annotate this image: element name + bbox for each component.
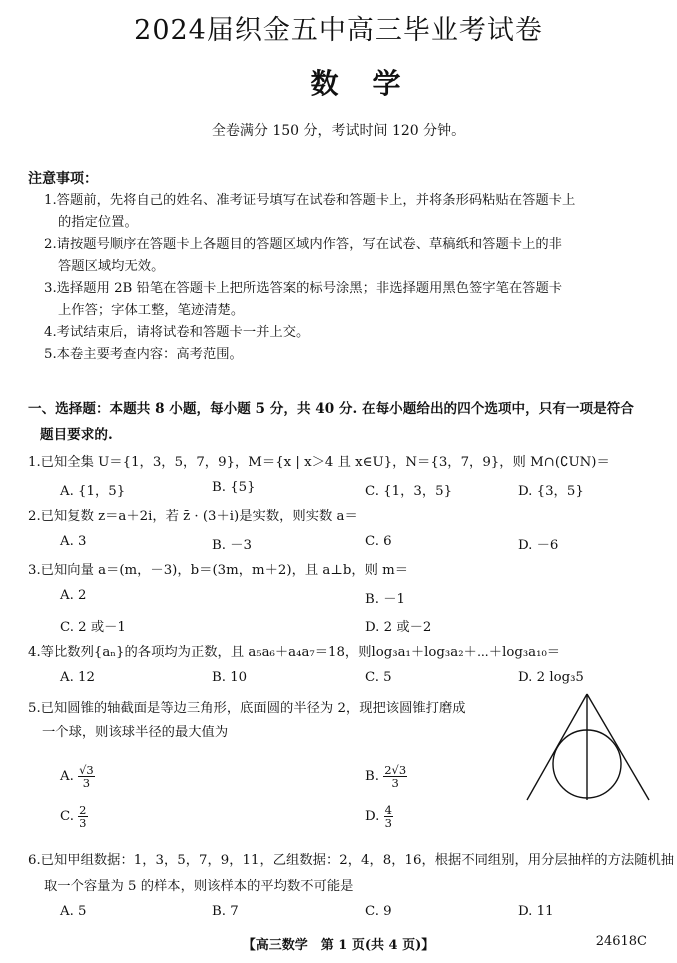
- option-b: B. $\frac{2√3}{3}$: [365, 763, 407, 790]
- option-a: A. 12: [60, 670, 95, 685]
- question-5-stem-line2: 一个球，则该球半径的最大值为: [42, 725, 229, 740]
- option-b: B. 10: [212, 670, 248, 685]
- section-heading: 一、选择题：本题共 8 小题，每小题 5 分，共 40 分. 在每小题给出的四个选项中，只有一项是符合 题目要求的.: [28, 401, 634, 443]
- option-d: D. {3，5}: [518, 484, 584, 499]
- fraction: $\frac{2√3}{3}$: [384, 763, 407, 790]
- page-footer: 【高三数学 第 1 页(共 4 页)】: [242, 938, 435, 953]
- paper-code: 24618C: [595, 934, 647, 949]
- note-item: 4.考试结束后，请将试卷和答题卡一并上交。: [44, 325, 310, 340]
- option-b: B. 7: [212, 904, 239, 919]
- option-a: A. 3: [60, 534, 87, 549]
- option-c: C. 9: [365, 904, 392, 919]
- option-c: C. {1，3，5}: [365, 484, 453, 499]
- question-5-stem-line1: 5.已知圆锥的轴截面是等边三角形，底面圆的半径为 2，现把该圆锥打磨成: [28, 701, 466, 716]
- option-d: D. $\frac{4}{3}$: [365, 803, 392, 830]
- note-item: 5.本卷主要考查内容：高考范围。: [44, 347, 243, 362]
- option-c: C. 6: [365, 534, 392, 549]
- fraction: $\frac{√3}{3}$: [79, 763, 94, 790]
- option-d: D. 2 或－2: [365, 620, 432, 635]
- notes-list: [44, 190, 654, 366]
- option-b: B. －1: [365, 592, 405, 607]
- question-5-options-row2: [60, 800, 620, 840]
- question-6-stem-line2: 取一个容量为 5 的样本，则该样本的平均数不可能是: [44, 879, 354, 894]
- fraction: $\frac{2}{3}$: [79, 803, 87, 830]
- question-3-stem: 3.已知向量 a＝(m，－3)，b＝(3m，m＋2)，且 a⊥b，则 m＝: [28, 563, 409, 578]
- option-b: B. －3: [212, 538, 252, 553]
- option-b: B. {5}: [212, 480, 256, 495]
- option-d: D. 2 log₃5: [518, 670, 584, 685]
- option-d: D. 11: [518, 904, 554, 919]
- option-a: A. 5: [60, 904, 87, 919]
- question-1-stem: 1.已知全集 U＝{1，3，5，7，9}，M＝{x | x＞4 且 x∈U}，N＝{3，7，9}，则 M∩(∁UN)＝: [28, 455, 610, 470]
- note-item: 1.答题前，先将自己的姓名、准考证号填写在试卷和答题卡上，并将条形码粘贴在答题卡上 的指定位置。: [44, 193, 576, 230]
- question-2-stem: 2.已知复数 z＝a＋2i，若 z̄ · (3＋i)是实数，则实数 a＝: [28, 509, 358, 524]
- note-item: 2.请按题号顺序在答题卡上各题目的答题区域内作答，写在试卷、草稿纸和答题卡上的非 答题区域均无效。: [44, 237, 562, 274]
- subject-title: 数学: [310, 67, 435, 100]
- option-a: A. $\frac{√3}{3}$: [60, 763, 94, 790]
- option-c: C. 2 或－1: [60, 620, 126, 635]
- question-6-stem-line1: 6.已知甲组数据：1，3，5，7，9，11，乙组数据：2，4，8，16，根据不同组别，用分层抽样的方法随机抽: [28, 853, 675, 868]
- cone-right-edge: [587, 694, 649, 800]
- option-c: C. $\frac{2}{3}$: [60, 803, 87, 830]
- option-d: D. －6: [518, 538, 559, 553]
- note-item: 3.选择题用 2B 铅笔在答题卡上把所选答案的标号涂黑；非选择题用黑色签字笔在答题卡 上作答；字体工整，笔迹清楚。: [44, 281, 563, 318]
- option-c: C. 5: [365, 670, 392, 685]
- option-a: A. 2: [60, 588, 87, 603]
- full-score-note: 全卷满分 150 分，考试时间 120 分钟。: [211, 123, 466, 139]
- exam-title: 2024届织金五中高三毕业考试卷: [134, 15, 543, 46]
- notes-title: 注意事项：: [28, 171, 98, 187]
- question-4-stem: 4.等比数列{aₙ}的各项均为正数，且 a₅a₆＋a₄a₇＝18，则log₃a₁＋log₃a₂＋⋯＋log₃a₁₀＝: [28, 645, 561, 660]
- fraction: $\frac{4}{3}$: [384, 803, 392, 830]
- cone-sphere-figure: [525, 692, 655, 804]
- option-a: A. {1，5}: [60, 484, 126, 499]
